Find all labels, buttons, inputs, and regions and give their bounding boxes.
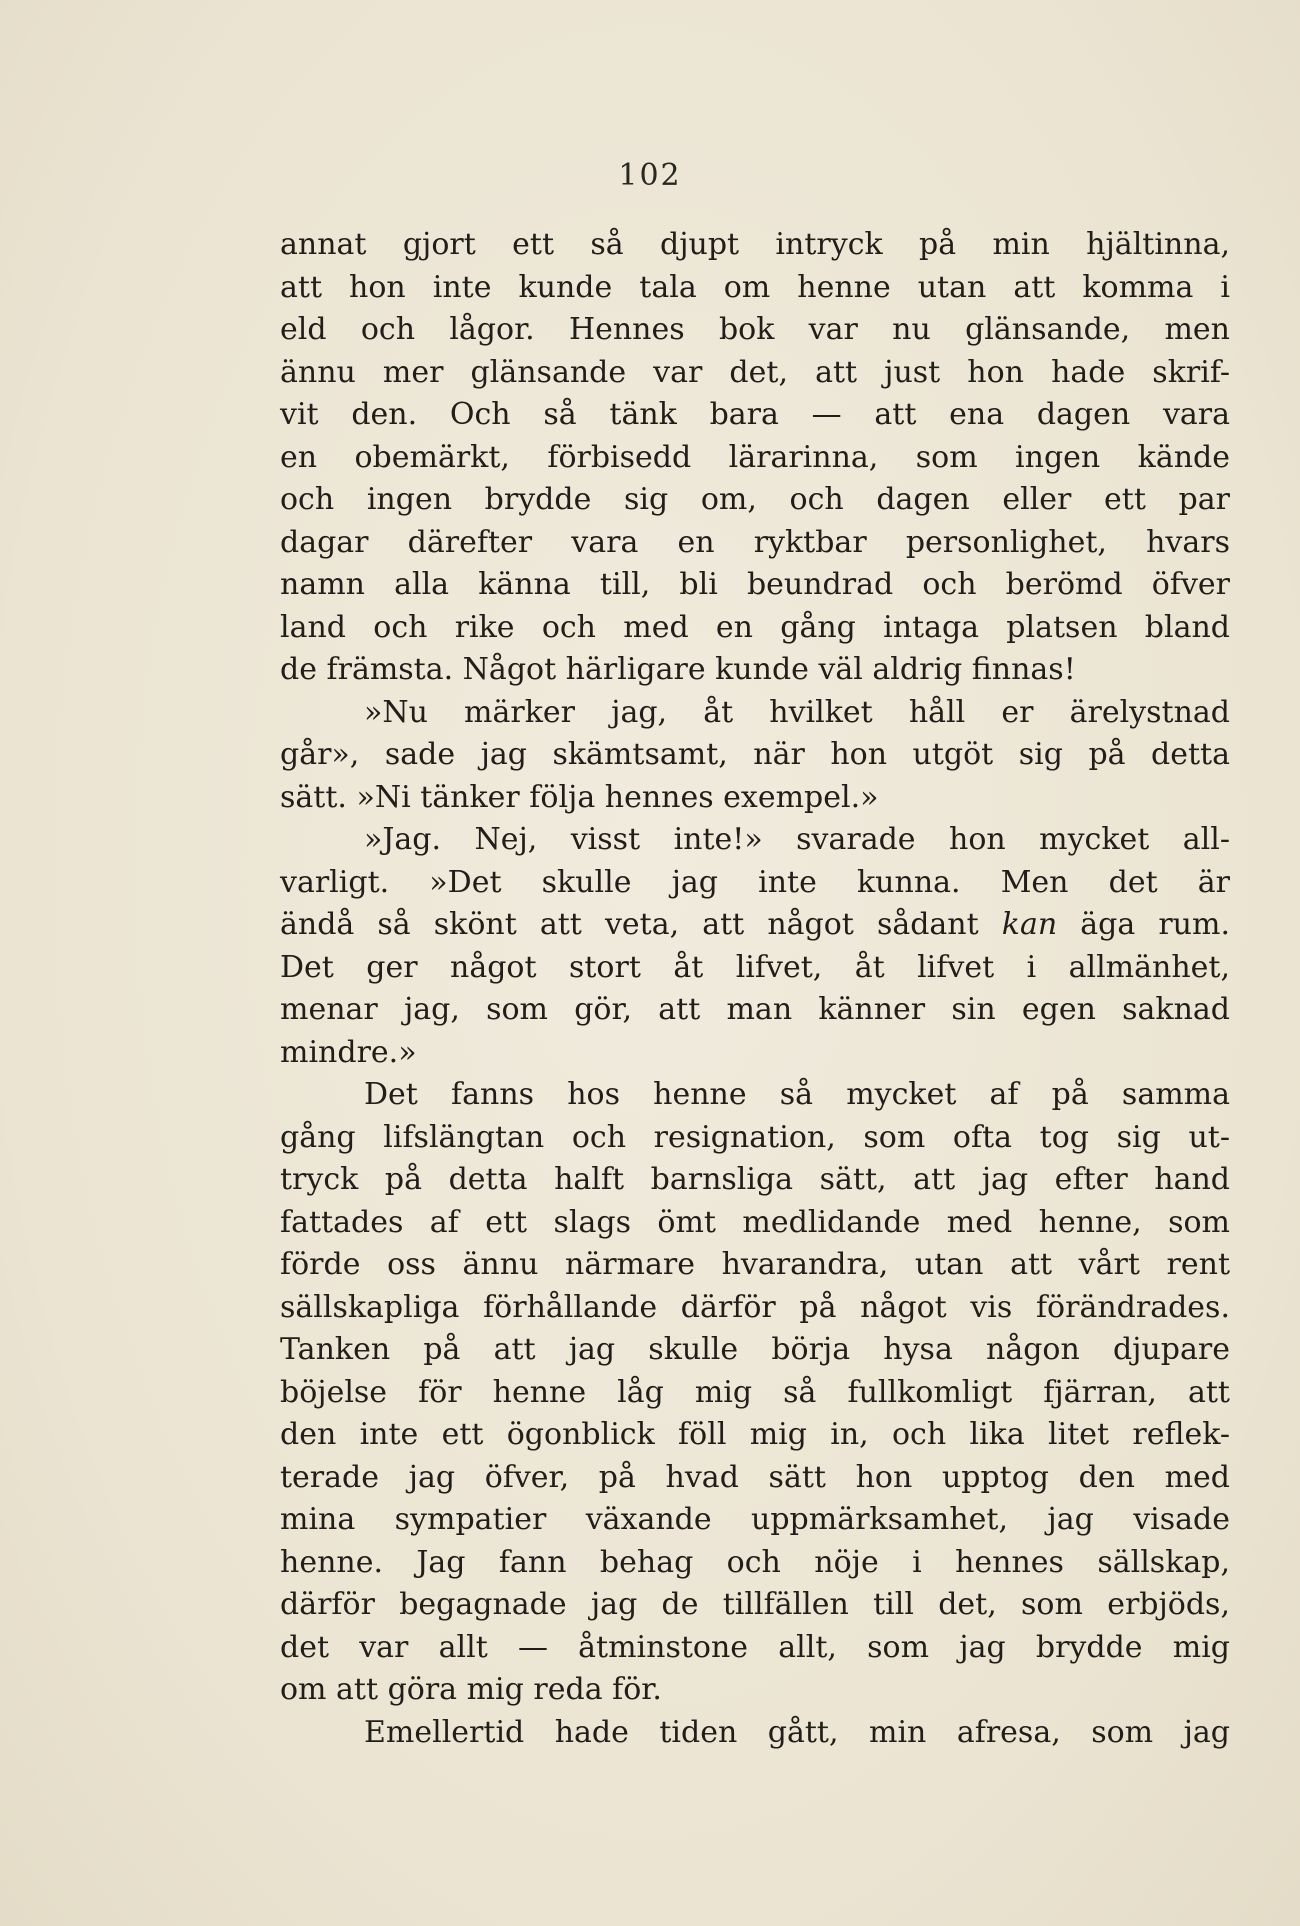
text-line: det var allt — åtminstone allt, som jag brydde mig — [280, 1629, 1230, 1665]
text-line: dagar därefter vara en ryktbar personlighet, hvars — [280, 524, 1230, 560]
text-line: och ingen brydde sig om, och dagen eller ett par — [280, 482, 1230, 517]
text-line: annat gjort ett så djupt intryck på min hjältinna, — [280, 227, 1230, 262]
text-line: böjelse för henne låg mig så fullkomligt fjärran, att — [280, 1374, 1230, 1410]
text-line: Det ger något stort åt lifvet, åt lifvet i allmänhet, — [280, 949, 1230, 985]
text-line: mina sympatier växande uppmärksamhet, jag visade — [280, 1502, 1230, 1537]
text-line: de främsta. Något härligare kunde väl aldrig finnas! — [280, 652, 1076, 687]
body-text — [280, 224, 1230, 1754]
text-line: varligt. »Det skulle jag inte kunna. Men det är — [280, 864, 1230, 900]
text-line: land och rike och med en gång intaga platsen bland — [280, 609, 1230, 645]
text-line: mindre.» — [280, 1034, 417, 1070]
text-line: »Jag. Nej, visst inte!» svarade hon mycket all- — [364, 822, 1230, 857]
text-line: Emellertid hade tiden gått, min afresa, som jag — [364, 1714, 1230, 1750]
text-line: ännu mer glänsande var det, att just hon hade skrif- — [280, 354, 1230, 390]
text-line: henne. Jag fann behag och nöje i hennes sällskap, — [280, 1544, 1230, 1580]
emphasized-word: kan — [1001, 907, 1058, 942]
text-line: sällskapliga förhållande därför på något vis förändrades. — [280, 1289, 1230, 1325]
text-line-emphasis — [280, 904, 1230, 947]
text-line: Det fanns hos henne så mycket af på samma — [364, 1077, 1230, 1112]
text-line: terade jag öfver, på hvad sätt hon upptog den med — [280, 1459, 1230, 1495]
text-line: eld och lågor. Hennes bok var nu glänsande, men — [280, 312, 1230, 347]
text-line: »Nu märker jag, åt hvilket håll er ärelystnad — [364, 694, 1230, 730]
text-segment: äga rum. — [1057, 907, 1230, 942]
text-line: en obemärkt, förbisedd lärarinna, som ingen kände — [280, 439, 1230, 475]
text-line: om att göra mig reda för. — [280, 1672, 662, 1707]
text-line: menar jag, som gör, att man känner sin egen saknad — [280, 992, 1230, 1027]
text-line: Tanken på att jag skulle börja hysa någon djupare — [280, 1332, 1230, 1367]
text-line: gång lifslängtan och resignation, som ofta tog sig ut- — [280, 1119, 1230, 1155]
page-number: 102 — [618, 158, 682, 193]
text-segment: ändå så skönt att veta, att något sådant — [280, 907, 1002, 942]
text-line: namn alla känna till, bli beundrad och berömd öfver — [280, 567, 1230, 602]
text-line: den inte ett ögonblick föll mig in, och lika litet reflek- — [280, 1417, 1230, 1452]
text-line: förde oss ännu närmare hvarandra, utan att vårt rent — [280, 1247, 1230, 1282]
text-line: tryck på detta halft barnsliga sätt, att jag efter hand — [280, 1162, 1230, 1197]
text-line: vit den. Och så tänk bara — att ena dagen vara — [280, 397, 1230, 432]
text-line: sätt. »Ni tänker följa hennes exempel.» — [280, 779, 879, 815]
text-line: går», sade jag skämtsamt, när hon utgöt sig på detta — [280, 737, 1230, 772]
text-line: att hon inte kunde tala om henne utan att komma i — [280, 269, 1230, 305]
text-line: därför begagnade jag de tillfällen till det, som erbjöds, — [280, 1587, 1230, 1622]
text-line: fattades af ett slags ömt medlidande med henne, som — [280, 1204, 1230, 1240]
